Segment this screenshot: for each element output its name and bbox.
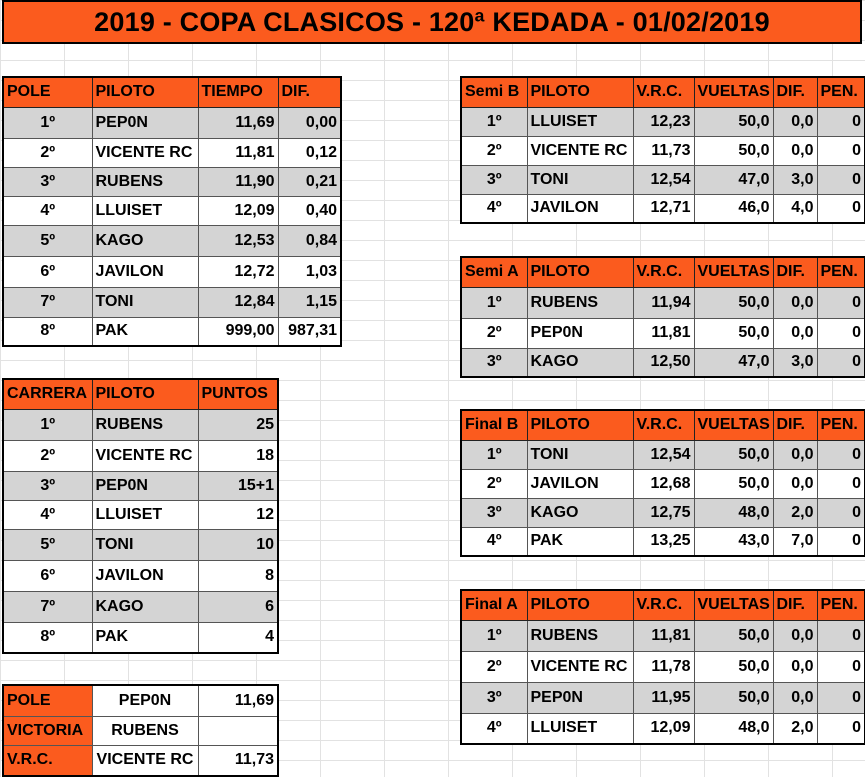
table-row (3, 196, 341, 225)
cell-pen: 0 (817, 440, 865, 469)
column-header-piloto: PILOTO (92, 77, 198, 107)
cell-v-r-c: 13,25 (633, 527, 694, 556)
cell-pen: 0 (817, 194, 865, 223)
cell-pen: 0 (817, 107, 865, 136)
cell-v-r-c: 12,54 (633, 165, 694, 194)
cell-final-a: 3º (461, 682, 527, 713)
summary-driver: PEP0N (92, 685, 198, 716)
cell-piloto: PEP0N (527, 318, 633, 348)
cell-vueltas: 50,0 (694, 107, 773, 136)
column-header-vueltas: VUELTAS (694, 77, 773, 107)
final-b-table (460, 409, 865, 557)
cell-pole: 5º (3, 225, 92, 256)
column-header-v-r-c: V.R.C. (633, 77, 694, 107)
summary-driver: RUBENS (92, 716, 198, 745)
table-row (3, 317, 341, 346)
cell-pole: 3º (3, 167, 92, 196)
summary-row (3, 685, 278, 716)
header-row (461, 77, 865, 107)
cell-vueltas: 48,0 (694, 498, 773, 527)
cell-pole: 4º (3, 196, 92, 225)
cell-carrera: 5º (3, 529, 92, 560)
cell-piloto: RUBENS (92, 409, 198, 440)
cell-vueltas: 50,0 (694, 136, 773, 165)
summary-table (2, 684, 279, 777)
summary-label: VICTORIA (3, 716, 92, 745)
cell-v-r-c: 12,54 (633, 440, 694, 469)
column-header-semi-a: Semi A (461, 257, 527, 287)
cell-dif: 7,0 (773, 527, 817, 556)
cell-piloto: KAGO (92, 591, 198, 622)
cell-dif: 4,0 (773, 194, 817, 223)
cell-dif: 1,03 (278, 256, 341, 287)
cell-v-r-c: 11,81 (633, 318, 694, 348)
cell-vueltas: 43,0 (694, 527, 773, 556)
column-header-vueltas: VUELTAS (694, 590, 773, 620)
cell-dif: 0,21 (278, 167, 341, 196)
table-row (3, 560, 278, 591)
cell-semi-a: 2º (461, 318, 527, 348)
column-header-v-r-c: V.R.C. (633, 257, 694, 287)
cell-dif: 0,0 (773, 136, 817, 165)
cell-final-b: 3º (461, 498, 527, 527)
cell-vueltas: 47,0 (694, 348, 773, 377)
cell-piloto: LLUISET (92, 500, 198, 529)
cell-piloto: VICENTE RC (527, 651, 633, 682)
summary-value: 11,69 (198, 685, 278, 716)
cell-v-r-c: 12,68 (633, 469, 694, 498)
table-row (461, 440, 865, 469)
table-row (3, 256, 341, 287)
cell-pen: 0 (817, 498, 865, 527)
table-row (461, 651, 865, 682)
cell-tiempo: 12,09 (198, 196, 278, 225)
table-row (461, 136, 865, 165)
cell-v-r-c: 11,94 (633, 287, 694, 318)
cell-vueltas: 47,0 (694, 165, 773, 194)
table-row (3, 225, 341, 256)
column-header-final-b: Final B (461, 410, 527, 440)
cell-carrera: 2º (3, 440, 92, 471)
cell-dif: 0,12 (278, 138, 341, 167)
cell-dif: 2,0 (773, 713, 817, 744)
cell-carrera: 1º (3, 409, 92, 440)
cell-dif: 0,0 (773, 651, 817, 682)
table-row (3, 287, 341, 317)
column-header-tiempo: TIEMPO (198, 77, 278, 107)
column-header-piloto: PILOTO (92, 379, 198, 409)
header-row (461, 590, 865, 620)
column-header-dif: DIF. (773, 257, 817, 287)
cell-puntos: 4 (198, 622, 278, 653)
table-row (3, 107, 341, 138)
cell-tiempo: 12,72 (198, 256, 278, 287)
cell-pole: 2º (3, 138, 92, 167)
cell-puntos: 12 (198, 500, 278, 529)
cell-pole: 1º (3, 107, 92, 138)
table-row (461, 287, 865, 318)
cell-dif: 0,0 (773, 682, 817, 713)
header-row (461, 257, 865, 287)
cell-semi-a: 3º (461, 348, 527, 377)
table-row (3, 622, 278, 653)
header-row (461, 410, 865, 440)
cell-semi-a: 1º (461, 287, 527, 318)
cell-piloto: LLUISET (92, 196, 198, 225)
summary-row (3, 745, 278, 776)
table-row (3, 500, 278, 529)
pole-table (2, 76, 342, 347)
table-row (461, 318, 865, 348)
column-header-piloto: PILOTO (527, 410, 633, 440)
cell-v-r-c: 11,73 (633, 136, 694, 165)
cell-v-r-c: 12,71 (633, 194, 694, 223)
table-row (3, 409, 278, 440)
cell-vueltas: 50,0 (694, 651, 773, 682)
cell-vueltas: 50,0 (694, 440, 773, 469)
cell-puntos: 10 (198, 529, 278, 560)
cell-piloto: RUBENS (527, 287, 633, 318)
cell-tiempo: 11,69 (198, 107, 278, 138)
column-header-pen: PEN. (817, 77, 865, 107)
column-header-pen: PEN. (817, 410, 865, 440)
cell-pen: 0 (817, 469, 865, 498)
cell-piloto: KAGO (527, 498, 633, 527)
header-row (3, 77, 341, 107)
table-row (3, 440, 278, 471)
cell-dif: 0,0 (773, 318, 817, 348)
cell-final-b: 2º (461, 469, 527, 498)
cell-dif: 0,0 (773, 469, 817, 498)
cell-carrera: 7º (3, 591, 92, 622)
cell-dif: 1,15 (278, 287, 341, 317)
cell-v-r-c: 11,81 (633, 620, 694, 651)
table-row (3, 529, 278, 560)
cell-puntos: 6 (198, 591, 278, 622)
column-header-carrera: CARRERA (3, 379, 92, 409)
cell-pen: 0 (817, 165, 865, 194)
cell-dif: 987,31 (278, 317, 341, 346)
summary-label: POLE (3, 685, 92, 716)
cell-piloto: VICENTE RC (527, 136, 633, 165)
page-title: 2019 - COPA CLASICOS - 120ª KEDADA - 01/02/2019 (2, 0, 862, 44)
cell-v-r-c: 11,95 (633, 682, 694, 713)
column-header-puntos: PUNTOS (198, 379, 278, 409)
table-row (461, 498, 865, 527)
column-header-v-r-c: V.R.C. (633, 410, 694, 440)
cell-vueltas: 50,0 (694, 287, 773, 318)
column-header-piloto: PILOTO (527, 590, 633, 620)
cell-final-a: 4º (461, 713, 527, 744)
cell-puntos: 8 (198, 560, 278, 591)
table-row (3, 591, 278, 622)
cell-dif: 0,84 (278, 225, 341, 256)
cell-carrera: 3º (3, 471, 92, 500)
cell-dif: 3,0 (773, 348, 817, 377)
summary-row (3, 716, 278, 745)
table-row (3, 471, 278, 500)
table-row (3, 167, 341, 196)
cell-puntos: 25 (198, 409, 278, 440)
cell-semi-b: 3º (461, 165, 527, 194)
cell-dif: 0,40 (278, 196, 341, 225)
cell-carrera: 6º (3, 560, 92, 591)
cell-tiempo: 999,00 (198, 317, 278, 346)
cell-piloto: PAK (527, 527, 633, 556)
cell-piloto: JAVILON (527, 469, 633, 498)
column-header-dif: DIF. (278, 77, 341, 107)
cell-dif: 0,0 (773, 287, 817, 318)
cell-vueltas: 46,0 (694, 194, 773, 223)
cell-v-r-c: 12,75 (633, 498, 694, 527)
semi-a-table (460, 256, 865, 378)
cell-pen: 0 (817, 136, 865, 165)
summary-value: 11,73 (198, 745, 278, 776)
cell-piloto: RUBENS (527, 620, 633, 651)
cell-piloto: PEP0N (527, 682, 633, 713)
summary-value (198, 716, 278, 745)
cell-piloto: LLUISET (527, 107, 633, 136)
cell-final-a: 1º (461, 620, 527, 651)
cell-vueltas: 48,0 (694, 713, 773, 744)
cell-piloto: TONI (527, 440, 633, 469)
column-header-final-a: Final A (461, 590, 527, 620)
cell-dif: 0,0 (773, 620, 817, 651)
cell-vueltas: 50,0 (694, 682, 773, 713)
cell-piloto: LLUISET (527, 713, 633, 744)
cell-dif: 2,0 (773, 498, 817, 527)
table-row (461, 713, 865, 744)
cell-piloto: TONI (92, 529, 198, 560)
cell-carrera: 8º (3, 622, 92, 653)
summary-driver: VICENTE RC (92, 745, 198, 776)
cell-tiempo: 12,84 (198, 287, 278, 317)
column-header-dif: DIF. (773, 590, 817, 620)
cell-piloto: VICENTE RC (92, 440, 198, 471)
cell-dif: 0,0 (773, 107, 817, 136)
column-header-v-r-c: V.R.C. (633, 590, 694, 620)
column-header-pen: PEN. (817, 590, 865, 620)
table-row (461, 620, 865, 651)
column-header-vueltas: VUELTAS (694, 257, 773, 287)
cell-puntos: 18 (198, 440, 278, 471)
table-row (461, 165, 865, 194)
cell-vueltas: 50,0 (694, 620, 773, 651)
cell-semi-b: 4º (461, 194, 527, 223)
cell-pen: 0 (817, 713, 865, 744)
cell-vueltas: 50,0 (694, 469, 773, 498)
cell-piloto: RUBENS (92, 167, 198, 196)
cell-tiempo: 11,81 (198, 138, 278, 167)
cell-piloto: KAGO (92, 225, 198, 256)
cell-pen: 0 (817, 620, 865, 651)
column-header-semi-b: Semi B (461, 77, 527, 107)
cell-tiempo: 11,90 (198, 167, 278, 196)
summary-label: V.R.C. (3, 745, 92, 776)
cell-piloto: PEP0N (92, 471, 198, 500)
cell-pen: 0 (817, 287, 865, 318)
cell-semi-b: 1º (461, 107, 527, 136)
cell-pole: 6º (3, 256, 92, 287)
cell-v-r-c: 11,78 (633, 651, 694, 682)
cell-final-b: 1º (461, 440, 527, 469)
cell-piloto: TONI (527, 165, 633, 194)
column-header-piloto: PILOTO (527, 77, 633, 107)
table-row (461, 107, 865, 136)
cell-pen: 0 (817, 651, 865, 682)
table-row (461, 469, 865, 498)
cell-v-r-c: 12,09 (633, 713, 694, 744)
cell-v-r-c: 12,23 (633, 107, 694, 136)
table-row (461, 348, 865, 377)
cell-piloto: PAK (92, 622, 198, 653)
cell-piloto: TONI (92, 287, 198, 317)
cell-semi-b: 2º (461, 136, 527, 165)
cell-dif: 0,00 (278, 107, 341, 138)
cell-piloto: PAK (92, 317, 198, 346)
cell-carrera: 4º (3, 500, 92, 529)
cell-puntos: 15+1 (198, 471, 278, 500)
cell-piloto: JAVILON (92, 560, 198, 591)
cell-final-b: 4º (461, 527, 527, 556)
column-header-vueltas: VUELTAS (694, 410, 773, 440)
cell-dif: 3,0 (773, 165, 817, 194)
column-header-pen: PEN. (817, 257, 865, 287)
cell-piloto: JAVILON (527, 194, 633, 223)
header-row (3, 379, 278, 409)
cell-final-a: 2º (461, 651, 527, 682)
cell-tiempo: 12,53 (198, 225, 278, 256)
cell-pole: 7º (3, 287, 92, 317)
column-header-piloto: PILOTO (527, 257, 633, 287)
table-row (461, 682, 865, 713)
cell-pen: 0 (817, 318, 865, 348)
table-row (3, 138, 341, 167)
cell-pen: 0 (817, 682, 865, 713)
cell-piloto: VICENTE RC (92, 138, 198, 167)
final-a-table (460, 589, 865, 745)
table-row (461, 194, 865, 223)
cell-piloto: KAGO (527, 348, 633, 377)
semi-b-table (460, 76, 865, 224)
cell-piloto: JAVILON (92, 256, 198, 287)
cell-piloto: PEP0N (92, 107, 198, 138)
cell-pen: 0 (817, 348, 865, 377)
table-row (461, 527, 865, 556)
cell-pen: 0 (817, 527, 865, 556)
cell-v-r-c: 12,50 (633, 348, 694, 377)
column-header-pole: POLE (3, 77, 92, 107)
cell-vueltas: 50,0 (694, 318, 773, 348)
cell-pole: 8º (3, 317, 92, 346)
cell-dif: 0,0 (773, 440, 817, 469)
carrera-table (2, 378, 279, 654)
column-header-dif: DIF. (773, 410, 817, 440)
column-header-dif: DIF. (773, 77, 817, 107)
